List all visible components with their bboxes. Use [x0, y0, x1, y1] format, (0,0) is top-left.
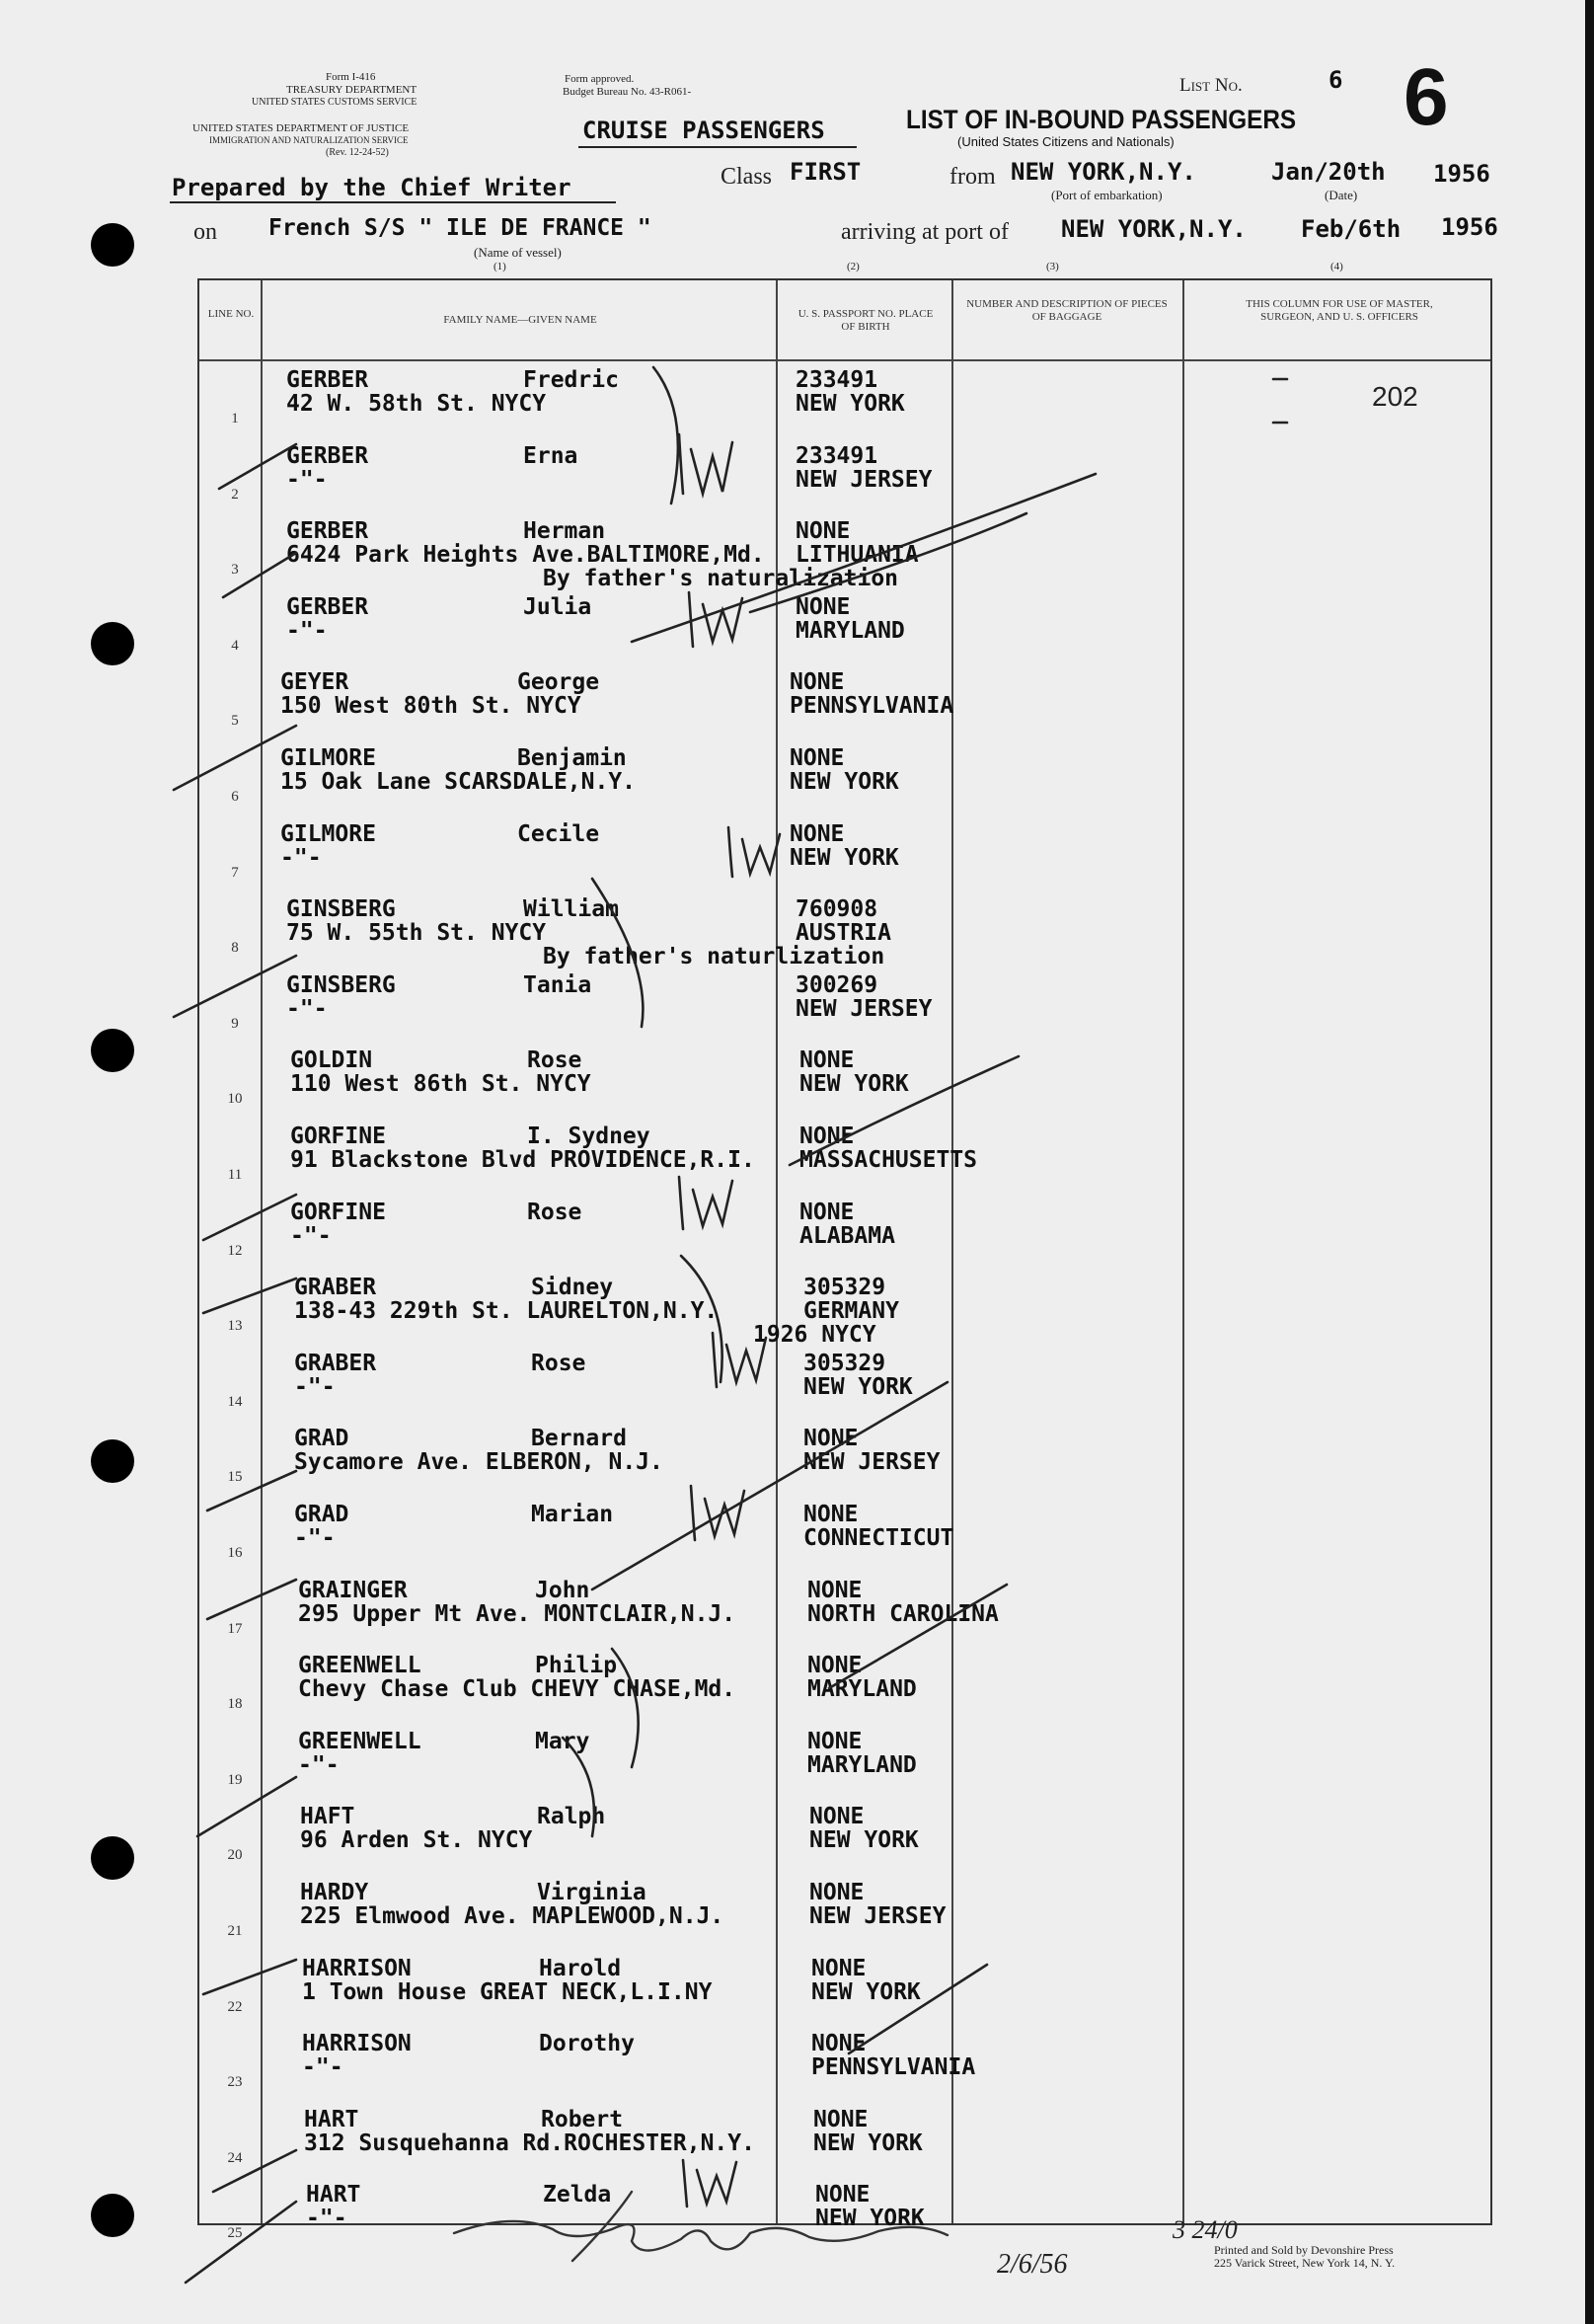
printer-line-1: Printed and Sold by Devonshire Press [1214, 2243, 1394, 2257]
initials-mark [728, 827, 780, 877]
passport-number: NONE [796, 594, 851, 620]
given-name: John [535, 1578, 590, 1603]
printer-line-2: 225 Varick Street, New York 14, N. Y. [1214, 2256, 1396, 2270]
place-of-birth: MASSACHUSETTS [799, 1147, 978, 1173]
given-name: Bernard [531, 1426, 627, 1451]
line-number: 9 [231, 1016, 239, 1032]
bracket-stroke [612, 1649, 639, 1767]
passport-number: NONE [803, 1426, 859, 1451]
place-of-birth: MARYLAND [807, 1676, 917, 1702]
place-of-birth: ALABAMA [799, 1223, 895, 1249]
place-of-birth: NEW YORK [809, 1827, 919, 1853]
family-name: GRAINGER [298, 1578, 408, 1603]
line-number: 18 [227, 1696, 243, 1712]
given-name: Rose [527, 1200, 582, 1225]
line-number: 13 [227, 1318, 243, 1334]
embarkation-date: Jan/20th [1271, 158, 1386, 186]
arrival-date: Feb/6th [1301, 215, 1402, 243]
given-name: Sidney [531, 1275, 614, 1300]
family-name: GINSBERG [286, 896, 396, 922]
cruise-passengers-label: CRUISE PASSENGERS [582, 116, 825, 144]
line-number: 11 [227, 1167, 243, 1183]
family-name: GILMORE [280, 745, 376, 771]
diagonal-stroke [829, 1585, 1007, 1688]
address: Chevy Chase Club CHEVY CHASE,Md. [298, 1676, 736, 1702]
passport-number: NONE [790, 745, 845, 771]
column-header-baggage: NUMBER AND DESCRIPTION OF PIECES OF BAGGAGE [966, 298, 1168, 323]
place-of-birth: PENNSYLVANIA [790, 693, 954, 719]
address: 225 Elmwood Ave. MAPLEWOOD,N.J. [300, 1903, 724, 1929]
arrival-port: NEW YORK,N.Y. [1061, 215, 1247, 243]
signature [454, 2192, 948, 2261]
given-name: Philip [535, 1653, 618, 1678]
column-header-line: LINE NO. [207, 308, 255, 320]
given-name: Erna [523, 443, 578, 469]
check-stroke [203, 1278, 296, 1313]
place-of-birth: NORTH CAROLINA [807, 1601, 999, 1627]
address: 1 Town House GREAT NECK,L.I.NY [302, 1979, 713, 2005]
column-header-passport: U. S. PASSPORT NO. PLACE OF BIRTH [797, 308, 934, 333]
passport-number: 233491 [796, 367, 878, 393]
place-of-birth: NEW YORK [796, 391, 905, 417]
form-subtitle: (United States Citizens and Nationals) [957, 134, 1175, 149]
place-of-birth: NEW YORK [815, 2206, 925, 2231]
address: 295 Upper Mt Ave. MONTCLAIR,N.J. [298, 1601, 736, 1627]
justice-dept: UNITED STATES DEPARTMENT OF JUSTICE [192, 122, 410, 134]
address: 138-43 229th St. LAURELTON,N.Y. [294, 1298, 719, 1324]
family-name: GERBER [286, 443, 369, 469]
passport-number: NONE [799, 1200, 855, 1225]
passport-number: NONE [809, 1880, 865, 1905]
address: 6424 Park Heights Ave.BALTIMORE,Md. [286, 542, 765, 568]
treasury-dept: TREASURY DEPARTMENT [286, 84, 417, 96]
address: 91 Blackstone Blvd PROVIDENCE,R.I. [290, 1147, 755, 1173]
place-of-birth: NEW YORK [790, 845, 899, 871]
line-number: 19 [227, 1772, 243, 1788]
line-number: 12 [227, 1243, 243, 1259]
family-name: HARRISON [302, 1956, 412, 1981]
place-of-birth: NEW YORK [811, 1979, 921, 2005]
budget-bureau: Budget Bureau No. 43-R061- [563, 86, 692, 98]
immigration-service: IMMIGRATION AND NATURALIZATION SERVICE [209, 135, 409, 145]
passport-number: NONE [807, 1578, 863, 1603]
passport-number: NONE [796, 518, 851, 544]
place-of-birth: NEW YORK [790, 769, 899, 795]
address: -"- [286, 996, 328, 1022]
on-label: on [193, 219, 217, 245]
family-name: GORFINE [290, 1200, 386, 1225]
family-name: GOLDIN [290, 1047, 373, 1073]
diagonal-stroke [632, 474, 1096, 642]
place-of-birth: MARYLAND [807, 1752, 917, 1778]
row-note-typed: By father's naturalization [543, 566, 899, 591]
given-name: I. Sydney [527, 1123, 650, 1149]
family-name: HART [304, 2107, 359, 2132]
place-of-birth: NEW YORK [813, 2130, 923, 2156]
address: 75 W. 55th St. NYCY [286, 920, 547, 946]
line-number: 6 [231, 789, 239, 805]
check-stroke [207, 1471, 296, 1511]
list-number-typed: 6 [1328, 66, 1343, 94]
passport-number: NONE [803, 1502, 859, 1527]
line-number: 16 [227, 1545, 243, 1561]
address: 96 Arden St. NYCY [300, 1827, 533, 1853]
family-name: GEYER [280, 669, 349, 695]
passport-number: NONE [811, 1956, 867, 1981]
check-stroke [207, 1580, 296, 1619]
form-number: Form I-416 [326, 71, 376, 83]
class-value: FIRST [790, 158, 862, 186]
bracket-stroke [563, 1738, 594, 1836]
address: 15 Oak Lane SCARSDALE,N.Y. [280, 769, 637, 795]
passport-number: NONE [790, 669, 845, 695]
line-number: 1 [231, 411, 239, 426]
embarkation-port: NEW YORK,N.Y. [1011, 158, 1196, 186]
diagonal-stroke [592, 1382, 948, 1589]
row-note-typed: 1926 NYCY [753, 1322, 876, 1348]
place-of-birth: NEW JERSEY [796, 996, 933, 1022]
row-note-typed: By father's naturlization [543, 944, 885, 969]
place-of-birth: NEW JERSEY [803, 1449, 941, 1475]
family-name: HART [306, 2182, 361, 2208]
passport-number: 760908 [796, 896, 878, 922]
check-stroke [186, 2202, 296, 2283]
signature-date: 2/6/56 [997, 2249, 1068, 2280]
vessel-name: French S/S " ILE DE FRANCE " [268, 215, 651, 241]
signature-code: 3 24/0 [1173, 2215, 1238, 2244]
given-name: Zelda [543, 2182, 612, 2208]
place-of-birth: PENNSYLVANIA [811, 2054, 976, 2080]
given-name: George [517, 669, 600, 695]
embarkation-year: 1956 [1433, 160, 1490, 188]
line-number: 24 [227, 2150, 243, 2166]
family-name: GERBER [286, 518, 369, 544]
passport-number: 300269 [796, 972, 878, 998]
place-of-birth: NEW YORK [799, 1071, 909, 1097]
line-number: 22 [227, 1999, 243, 2015]
customs-service: UNITED STATES CUSTOMS SERVICE [252, 97, 417, 108]
arrival-year: 1956 [1441, 213, 1498, 241]
check-stroke [197, 1777, 296, 1836]
column-number-4: (4) [1330, 261, 1343, 272]
given-name: Tania [523, 972, 592, 998]
line-number: 2 [231, 487, 239, 503]
place-of-birth: AUSTRIA [796, 920, 891, 946]
given-name: Julia [523, 594, 592, 620]
line-number: 21 [227, 1923, 243, 1939]
family-name: HAFT [300, 1804, 355, 1829]
bracket-stroke [592, 879, 643, 1027]
address: 110 West 86th St. NYCY [290, 1071, 591, 1097]
given-name: Herman [523, 518, 606, 544]
officer-note: 202 [1372, 381, 1418, 412]
place-of-birth: NEW JERSEY [809, 1903, 947, 1929]
address: -"- [302, 2054, 343, 2080]
place-of-birth: GERMANY [803, 1298, 899, 1324]
scan-edge [1585, 0, 1594, 2324]
given-name: Marian [531, 1502, 614, 1527]
address: -"- [290, 1223, 332, 1249]
given-name: Benjamin [517, 745, 627, 771]
class-label: Class [721, 164, 773, 190]
line-number: 20 [227, 1847, 243, 1863]
form-title: LIST OF IN-BOUND PASSENGERS [906, 105, 1297, 134]
family-name: HARRISON [302, 2031, 412, 2056]
line-number: 10 [227, 1091, 243, 1107]
form-revision: (Rev. 12-24-52) [326, 147, 389, 158]
address: -"- [294, 1374, 336, 1400]
place-of-birth: NEW JERSEY [796, 467, 933, 493]
family-name: HARDY [300, 1880, 369, 1905]
given-name: Rose [531, 1351, 586, 1376]
line-number: 25 [227, 2225, 243, 2241]
line-number: 15 [227, 1469, 243, 1485]
check-stroke [223, 553, 296, 597]
address: 42 W. 58th St. NYCY [286, 391, 547, 417]
initials-mark [691, 1486, 744, 1540]
passport-number: NONE [799, 1047, 855, 1073]
from-label: from [949, 164, 996, 190]
given-name: Ralph [537, 1804, 606, 1829]
passport-number: 233491 [796, 443, 878, 469]
passport-number: NONE [813, 2107, 869, 2132]
address: -"- [286, 618, 328, 644]
family-name: GERBER [286, 594, 369, 620]
given-name: Cecile [517, 821, 600, 847]
dash-mark [1273, 379, 1287, 423]
given-name: Fredric [523, 367, 619, 393]
column-number-3: (3) [1046, 261, 1059, 272]
line-number: 23 [227, 2074, 243, 2090]
given-name: Mary [535, 1729, 590, 1754]
family-name: GRAD [294, 1502, 349, 1527]
address: 150 West 80th St. NYCY [280, 693, 581, 719]
form-approved: Form approved. [565, 73, 635, 85]
initials-mark [679, 1177, 732, 1229]
address: Sycamore Ave. ELBERON, N.J. [294, 1449, 663, 1475]
line-number: 8 [231, 940, 239, 956]
column-header-name: FAMILY NAME—GIVEN NAME [443, 314, 597, 326]
column-number-1: (1) [493, 261, 506, 272]
address: -"- [298, 1752, 340, 1778]
diagonal-stroke [790, 1056, 1019, 1165]
place-of-birth: LITHUANIA [796, 542, 919, 568]
passport-number: 305329 [803, 1275, 886, 1300]
passport-number: NONE [799, 1123, 855, 1149]
passport-number: NONE [809, 1804, 865, 1829]
diagonal-stroke [849, 1965, 987, 2053]
address: -"- [280, 845, 322, 871]
passport-number: NONE [807, 1729, 863, 1754]
check-stroke [203, 1960, 296, 1994]
given-name: Robert [541, 2107, 624, 2132]
passport-number: NONE [811, 2031, 867, 2056]
family-name: GRABER [294, 1351, 377, 1376]
initials-mark [679, 434, 732, 494]
check-stroke [203, 1195, 296, 1240]
line-number: 4 [231, 638, 239, 654]
vessel-caption: (Name of vessel) [474, 245, 562, 260]
embarkation-caption: (Port of embarkation) [1051, 188, 1163, 202]
bracket-stroke [653, 367, 678, 504]
given-name: Virginia [537, 1880, 646, 1905]
list-number-label: List No. [1179, 75, 1243, 96]
given-name: Rose [527, 1047, 582, 1073]
line-number: 5 [231, 713, 239, 729]
passport-number: NONE [815, 2182, 871, 2208]
line-number: 14 [227, 1394, 243, 1410]
passport-number: NONE [790, 821, 845, 847]
place-of-birth: CONNECTICUT [803, 1525, 954, 1551]
list-number-large: 6 [1404, 52, 1449, 142]
family-name: GREENWELL [298, 1729, 421, 1754]
address: -"- [294, 1525, 336, 1551]
given-name: Harold [539, 1956, 622, 1981]
address: -"- [286, 467, 328, 493]
column-number-2: (2) [847, 261, 860, 272]
line-number: 7 [231, 865, 239, 881]
family-name: GERBER [286, 367, 369, 393]
initials-mark [683, 2160, 736, 2207]
prepared-by: Prepared by the Chief Writer [172, 174, 571, 201]
address: -"- [306, 2206, 347, 2231]
family-name: GREENWELL [298, 1653, 421, 1678]
line-number: 3 [231, 562, 239, 578]
family-name: GORFINE [290, 1123, 386, 1149]
place-of-birth: NEW YORK [803, 1374, 913, 1400]
column-header-officers: THIS COLUMN FOR USE OF MASTER, SURGEON, AND U. S. OFFICERS [1246, 298, 1433, 323]
check-stroke [174, 956, 296, 1017]
family-name: GRABER [294, 1275, 377, 1300]
given-name: Dorothy [539, 2031, 635, 2056]
date-caption: (Date) [1325, 188, 1358, 202]
family-name: GILMORE [280, 821, 376, 847]
place-of-birth: MARYLAND [796, 618, 905, 644]
check-stroke [213, 2150, 296, 2192]
line-number: 17 [227, 1621, 243, 1637]
check-stroke [219, 444, 296, 489]
family-name: GRAD [294, 1426, 349, 1451]
family-name: GINSBERG [286, 972, 396, 998]
check-stroke [174, 726, 296, 790]
arriving-label: arriving at port of [841, 219, 1009, 245]
passport-number: NONE [807, 1653, 863, 1678]
diagonal-stroke [750, 513, 1026, 612]
passport-number: 305329 [803, 1351, 886, 1376]
given-name: William [523, 896, 619, 922]
address: 312 Susquehanna Rd.ROCHESTER,N.Y. [304, 2130, 755, 2156]
